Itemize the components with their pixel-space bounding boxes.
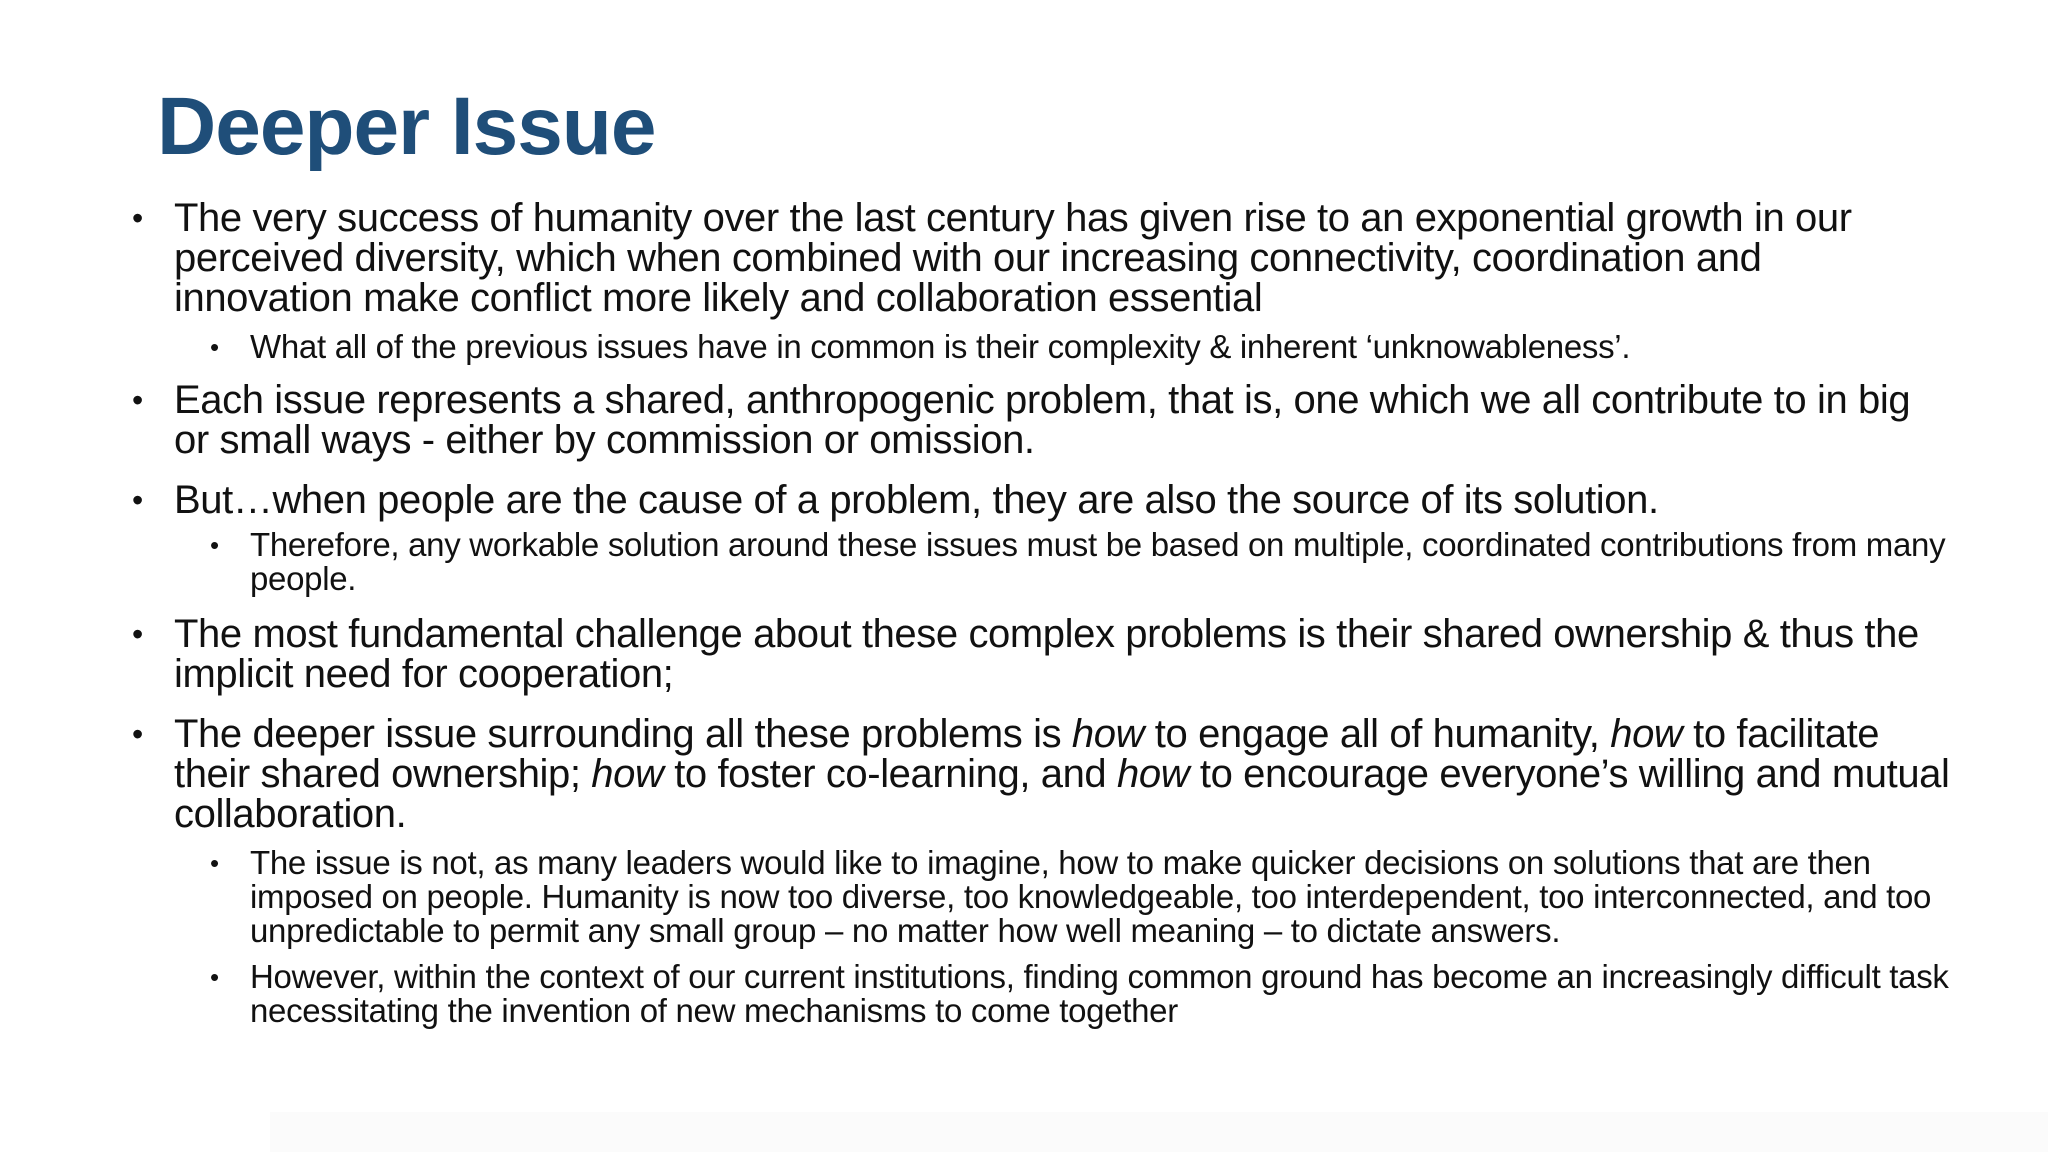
emphasis-how: how — [1071, 712, 1145, 756]
bullet-item — [130, 198, 1950, 318]
bullet-text: The very success of humanity over the last century has given rise to an exponential growth in our perceived diversity, which when combined with our increasing connectivity, coordination and innovation make conflict more likely and collaboration essential — [174, 196, 1852, 320]
emphasis-how: how — [1117, 752, 1190, 796]
bullet-item — [130, 380, 1950, 460]
sub-bullet-item — [130, 528, 1950, 596]
bullet-list — [130, 198, 1950, 1040]
bullet-dot: • — [132, 200, 143, 236]
bullet-dot: • — [132, 482, 143, 518]
bullet-text: Each issue represents a shared, anthropogenic problem, that is, one which we all contribute to in big or small ways - either by commission or omission. — [174, 378, 1911, 462]
bullet-text: The most fundamental challenge about these complex problems is their shared ownership & thus the implicit need for cooperation; — [174, 612, 1919, 696]
sub-bullet-item — [130, 330, 1950, 364]
sub-bullet-item — [130, 846, 1950, 948]
sub-bullet-text: The issue is not, as many leaders would like to imagine, how to make quicker decisions on solutions that are then imposed on people. Humanity is now too diverse, too knowledgeable, too interdependent, too interconnected, and too unpredictable to permit any small group – no matter how well meaning – to dictate answers. — [250, 844, 1932, 949]
text-run: The deeper issue surrounding all these problems is — [174, 712, 1072, 756]
text-run: to encourage everyone’s willing and mutual collaboration. — [174, 752, 1950, 836]
bullet-item — [130, 714, 1950, 834]
bullet-item — [130, 614, 1950, 694]
emphasis-how: how — [591, 752, 664, 796]
sub-bullet-item — [130, 960, 1950, 1028]
sub-bullet-dot: • — [210, 530, 219, 560]
sub-bullet-text: What all of the previous issues have in common is their complexity & inherent ‘unknowableness’. — [250, 328, 1631, 365]
bullet-item — [130, 480, 1950, 520]
bullet-dot: • — [132, 382, 143, 418]
text-run: to engage all of humanity, — [1144, 712, 1611, 756]
sub-bullet-text: However, within the context of our current institutions, finding common ground has become an increasingly difficult task necessitating the invention of new mechanisms to come together — [250, 958, 1949, 1029]
bullet-text: But…when people are the cause of a problem, they are also the source of its solution. — [174, 478, 1659, 522]
bullet-dot: • — [132, 616, 143, 652]
slide-title: Deeper Issue — [157, 81, 656, 172]
bullet-text — [174, 712, 1950, 836]
sub-bullet-dot: • — [210, 332, 219, 362]
sub-bullet-text: Therefore, any workable solution around these issues must be based on multiple, coordinated contributions from many people. — [250, 526, 1946, 597]
emphasis-how: how — [1610, 712, 1683, 756]
slide-footer-shade — [270, 1112, 2048, 1152]
sub-bullet-dot: • — [210, 848, 219, 878]
text-run: to facilitate their shared ownership; — [174, 712, 1880, 796]
text-run: to foster co-learning, and — [663, 752, 1117, 796]
sub-bullet-dot: • — [210, 962, 219, 992]
bullet-dot: • — [132, 716, 143, 752]
